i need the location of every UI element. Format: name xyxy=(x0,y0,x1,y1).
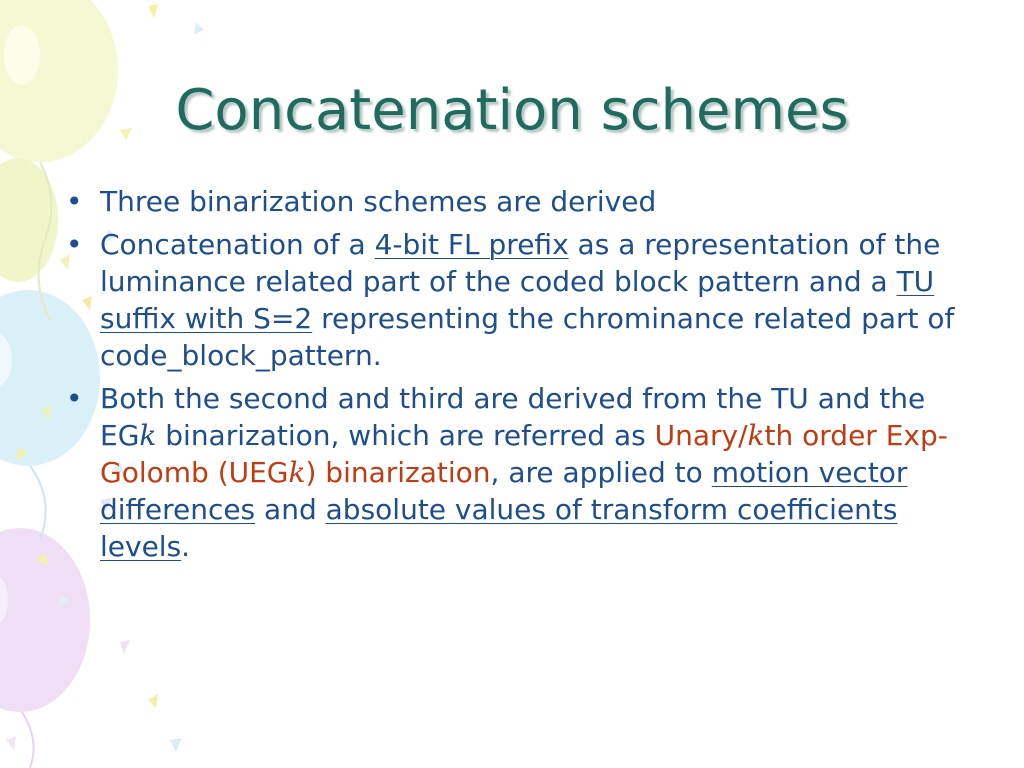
ueg-term: ) binarization xyxy=(305,456,491,489)
bullet-text: . xyxy=(181,530,191,563)
bullet-list xyxy=(62,183,962,571)
tu-suffix-link[interactable]: TU suffix with S=2 xyxy=(100,265,935,335)
ueg-term: th order Exp-Golomb (UEG xyxy=(100,419,948,489)
bullet-text: representing the chrominance related part of code_block_pattern. xyxy=(100,302,955,372)
bullet-text: and xyxy=(255,493,326,526)
bullet-text: , are applied to xyxy=(490,456,712,489)
transform-coefficients-link[interactable]: absolute values of transform coefficients levels xyxy=(100,493,898,563)
bullet-item xyxy=(62,226,962,374)
bullet-text: Concatenation of a xyxy=(100,228,375,261)
balloon-highlight xyxy=(4,25,40,85)
bullet-text: Both the second and third are derived from the TU and the EG xyxy=(100,382,926,452)
fl-prefix-link[interactable]: 4-bit FL prefix xyxy=(374,228,569,261)
mvd-link[interactable]: motion vector differences xyxy=(100,456,908,526)
k-symbol: k xyxy=(139,419,157,452)
bullet-dot-icon: • xyxy=(66,185,83,218)
balloon-string xyxy=(22,712,34,768)
bullet-item xyxy=(62,183,962,220)
k-symbol: k xyxy=(288,456,306,489)
bullet-dot-icon: • xyxy=(66,382,83,415)
balloon-string xyxy=(30,466,46,540)
balloon-icon xyxy=(0,158,58,282)
bullet-dot-icon: • xyxy=(66,228,83,261)
bullet-text: binarization, which are referred as xyxy=(156,419,655,452)
bullet-item xyxy=(62,380,962,565)
ueg-term: Unary/ xyxy=(654,419,748,452)
k-symbol: k xyxy=(747,419,765,452)
bullet-text: Three binarization schemes are derived xyxy=(100,185,657,218)
bullet-text: as a representation of the luminance related part of the coded block pattern and a xyxy=(100,228,941,298)
slide-title: Concatenation schemes xyxy=(175,78,849,143)
